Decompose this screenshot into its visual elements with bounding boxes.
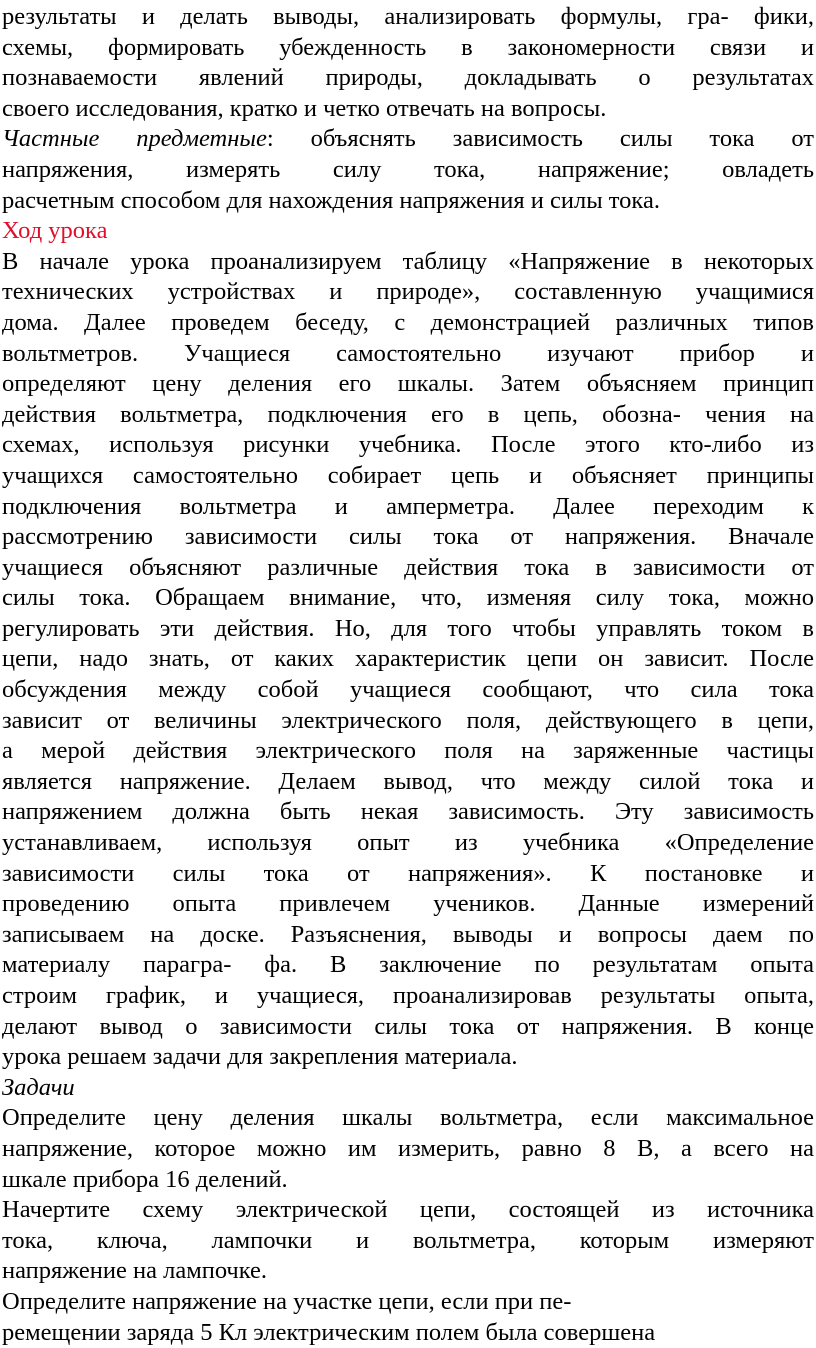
text-line: В начале урока проанализируем таблицу «Напряжение в некоторых xyxy=(2,247,814,275)
text-line: напряжение на лампочке. xyxy=(2,1257,268,1285)
document-body xyxy=(2,2,814,1348)
text-line: напряжения, измерять силу тока, напряжение; овладеть xyxy=(2,155,814,183)
text-line: вольтметров. Учащиеся самостоятельно изучают прибор и xyxy=(2,339,814,367)
section-heading: Задачи xyxy=(2,1073,75,1101)
text-line: определяют цену деления его шкалы. Затем объясняем принцип xyxy=(2,370,814,398)
text-line: записываем на доске. Разъяснения, выводы и вопросы даем по xyxy=(2,920,814,948)
text-line: технических устройствах и природе», составленную учащимися xyxy=(2,278,814,306)
text-line: рассмотрению зависимости силы тока от напряжения. Вначале xyxy=(2,523,814,551)
text-line: зависит от величины электрического поля, действующего в цепи, xyxy=(2,706,814,734)
text-line: подключения вольтметра и амперметра. Далее переходим к xyxy=(2,492,814,520)
text-line: строим график, и учащиеся, проанализировав результаты опыта, xyxy=(2,982,814,1009)
text-line: урока решаем задачи для закрепления материала. xyxy=(2,1043,518,1071)
text-line: действия вольтметра, подключения его в цепь, обозна- чения на xyxy=(2,400,814,428)
text-line: шкале прибора 16 делений. xyxy=(2,1165,288,1193)
text-line: тока, ключа, лампочки и вольтметра, которым измеряют xyxy=(2,1226,814,1254)
text-line: познаваемости явлений природы, докладывать о результатах xyxy=(2,64,814,92)
text-line: силы тока. Обращаем внимание, что, изменяя силу тока, можно xyxy=(2,584,814,612)
text-line: схемах, используя рисунки учебника. После этого кто-либо из xyxy=(2,431,814,459)
text-line: своего исследования, кратко и четко отвечать на вопросы. xyxy=(2,94,607,122)
text-fragment: : объяснять зависимость силы тока от xyxy=(266,125,814,153)
text-line: схемы, формировать убежденность в закономерности связи и xyxy=(2,33,814,61)
text-line: учащихся самостоятельно собирает цепь и объясняет принципы xyxy=(2,461,814,489)
text-line: цепи, надо знать, от каких характеристик цепи он зависит. После xyxy=(2,645,814,673)
text-line: учащиеся объясняют различные действия тока в зависимости от xyxy=(2,553,814,581)
text-line xyxy=(2,124,814,155)
section-heading: Ход урока xyxy=(2,217,108,245)
italic-term: Частные предметные xyxy=(2,125,267,153)
text-line: результаты и делать выводы, анализировать формулы, гра- фики, xyxy=(2,3,814,30)
text-line: Определите цену деления шкалы вольтметра, если максимальное xyxy=(2,1104,814,1132)
text-line: напряжение, которое можно им измерить, равно 8 В, а всего на xyxy=(2,1134,814,1162)
text-line: обсуждения между собой учащиеся сообщают, что сила тока xyxy=(2,676,814,704)
text-line: устанавливаем, используя опыт из учебника «Определение xyxy=(2,829,814,857)
text-line: дома. Далее проведем беседу, с демонстрацией различных типов xyxy=(2,308,814,336)
text-line: напряжением должна быть некая зависимость. Эту зависимость xyxy=(2,798,814,826)
text-line: регулировать эти действия. Но, для того чтобы управлять током в xyxy=(2,614,814,642)
text-line: ремещении заряда 5 Кл электрическим полем была совершена xyxy=(2,1318,656,1346)
text-line: Начертите схему электрической цепи, состоящей из источника xyxy=(2,1196,814,1224)
text-line: является напряжение. Делаем вывод, что между силой тока и xyxy=(2,767,814,795)
text-line: проведению опыта привлечем учеников. Данные измерений xyxy=(2,890,814,918)
text-line: расчетным способом для нахождения напряжения и силы тока. xyxy=(2,186,660,214)
text-line: а мерой действия электрического поля на заряженные частицы xyxy=(2,737,814,765)
text-line: материалу парагра- фа. В заключение по результатам опыта xyxy=(2,951,814,979)
text-line: делают вывод о зависимости силы тока от напряжения. В конце xyxy=(2,1012,814,1040)
text-line: Определите напряжение на участке цепи, если при пе- xyxy=(2,1287,572,1315)
text-line: зависимости силы тока от напряжения». К постановке и xyxy=(2,859,814,887)
